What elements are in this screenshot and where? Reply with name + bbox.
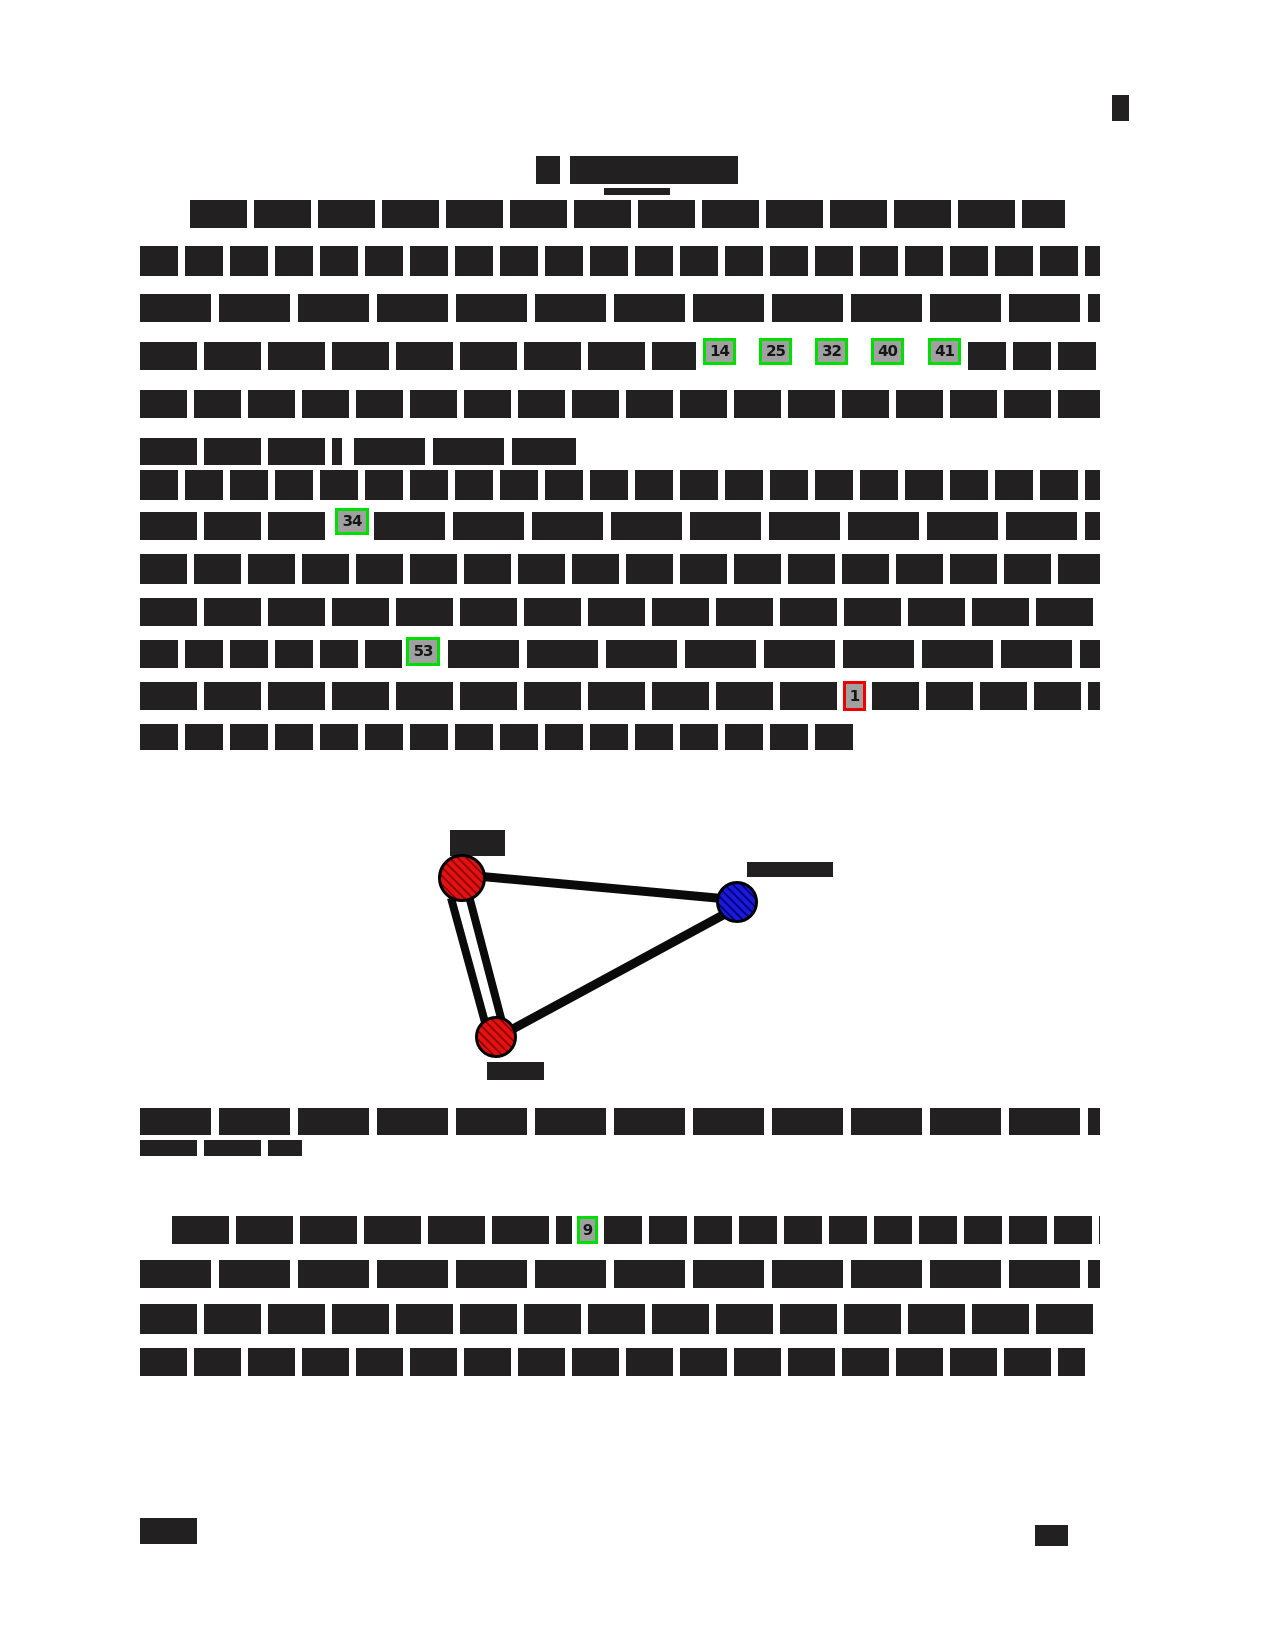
figure-edge-top — [482, 872, 723, 903]
figure-ref-link[interactable]: 1 — [843, 681, 866, 711]
figure-node-right-blue — [716, 881, 758, 923]
para3-line4 — [140, 1348, 1085, 1376]
figure-node-top-label-blob — [450, 830, 505, 856]
para2-line1 — [140, 470, 1100, 500]
para2-line6-left — [140, 682, 838, 710]
figure-node-top-left-red — [438, 854, 486, 902]
para2-line4 — [140, 598, 1100, 626]
para2-line3 — [140, 554, 1100, 584]
para2-line5-left — [140, 640, 402, 668]
section-heading-numeral-blob — [536, 156, 560, 184]
figure-node-bottom-label-blob — [487, 1062, 544, 1080]
figure-node-right-label-blob — [747, 862, 833, 877]
para1-line4-right — [968, 342, 1100, 370]
para1-line6-b — [354, 438, 576, 465]
citation-link-8[interactable]: 9 — [577, 1216, 598, 1244]
para1-line6-a — [140, 438, 342, 465]
para1-line4-left — [140, 342, 696, 370]
para1-line2 — [140, 246, 1100, 276]
page-number-blob — [1112, 95, 1129, 121]
footer-right-blob — [1035, 1525, 1068, 1546]
para3-line3 — [140, 1304, 1100, 1334]
para1-line3 — [140, 294, 1100, 322]
figure-caption-line2 — [140, 1140, 302, 1156]
para3-line1-left — [172, 1216, 572, 1244]
para2-line6-right — [872, 682, 1100, 710]
footer-left-blob — [140, 1518, 197, 1544]
para2-line7 — [140, 724, 858, 750]
citation-link-1[interactable]: 14 — [703, 338, 736, 365]
para3-line1-right — [604, 1216, 1100, 1244]
citation-link-3[interactable]: 32 — [815, 338, 848, 365]
para2-line2-right — [374, 512, 1100, 540]
para2-line2-left — [140, 512, 330, 540]
figure-edge-right — [508, 910, 726, 1034]
figure-caption-line1 — [140, 1108, 1100, 1135]
citation-link-7[interactable]: 53 — [406, 637, 440, 666]
citation-link-6[interactable]: 34 — [335, 508, 369, 535]
citation-link-4[interactable]: 40 — [871, 338, 904, 365]
figure-node-bottom-red — [475, 1016, 517, 1058]
citation-link-2[interactable]: 25 — [759, 338, 792, 365]
section-heading-underline-sliver — [604, 188, 670, 195]
para1-line5 — [140, 390, 1100, 418]
citation-link-5[interactable]: 41 — [928, 338, 961, 365]
para2-line5-right — [448, 640, 1100, 668]
section-heading-title-blob — [570, 156, 738, 184]
para1-line1 — [190, 200, 1065, 228]
para3-line2 — [140, 1260, 1100, 1288]
